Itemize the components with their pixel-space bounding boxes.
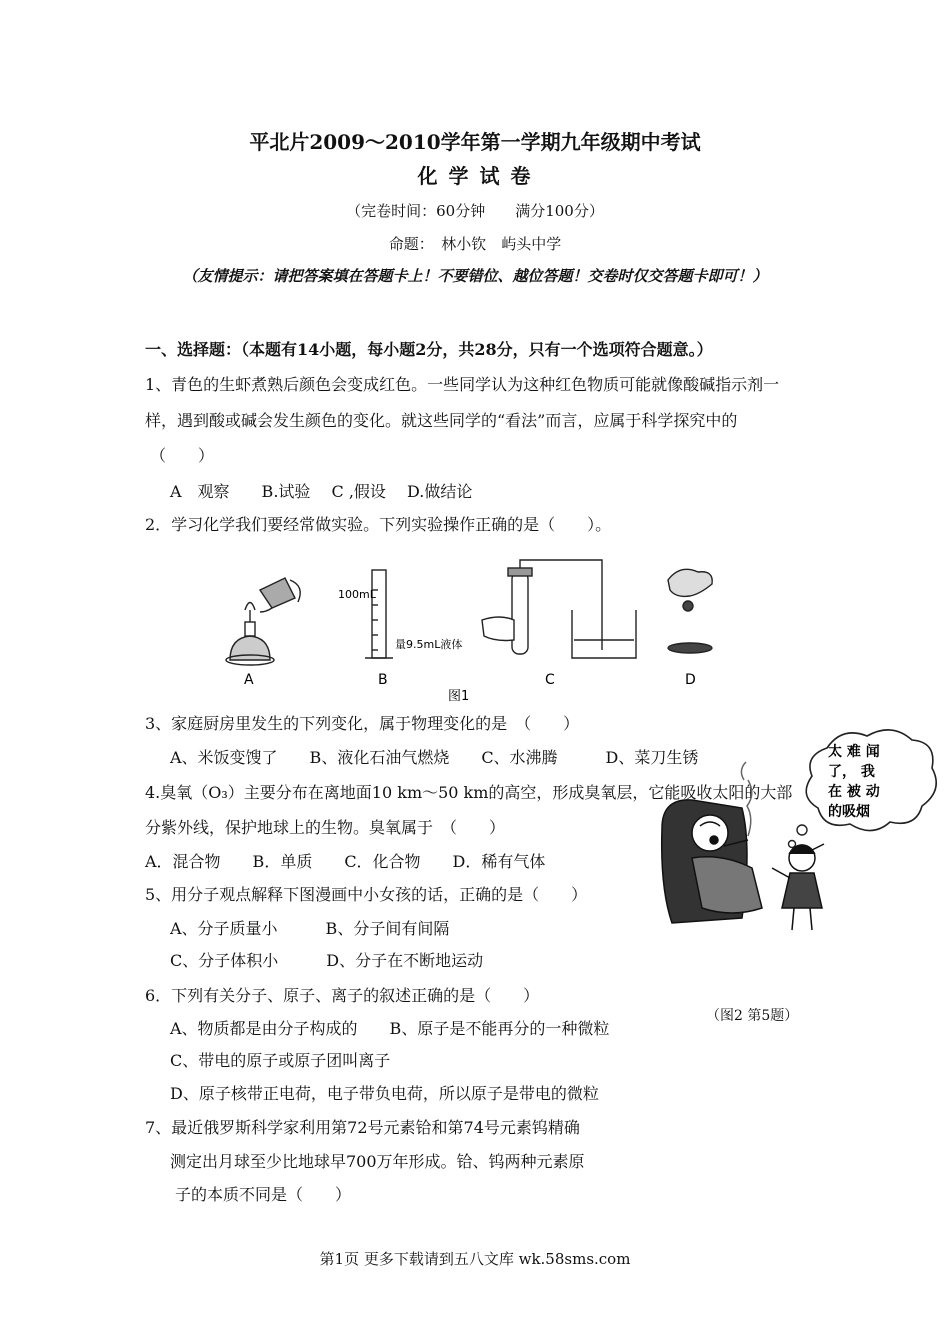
bubble-line-3: 在 被 动 [828, 784, 880, 800]
exam-title: 平北片2009～2010学年第一学期九年级期中考试 [249, 130, 701, 154]
figure-a-alcohol-lamp [226, 578, 300, 665]
q3-line1: 3、家庭厨房里发生的下列变化，属于物理变化的是 （ ） [145, 714, 580, 733]
q7-line3: 子的本质不同是（ ） [175, 1185, 352, 1204]
q6-option-d: D、原子核带正电荷，电子带负电荷，所以原子是带电的微粒 [170, 1084, 599, 1103]
q1-line1: 1、青色的生虾煮熟后颜色会变成红色。一些同学认为这种红色物质可能就像酸碱指示剂一 [145, 375, 780, 394]
q6-line1: 6．下列有关分子、原子、离子的叙述正确的是（ ） [145, 986, 540, 1005]
friendly-tip: （友情提示：请把答案填在答题卡上！不要错位、越位答题！交卷时仅交答题卡即可！） [182, 267, 768, 285]
q1-options: A 观察 B.试验 C ,假设 D.做结论 [170, 482, 473, 501]
page-footer: 第1页 更多下载请到五八文库 wk.58sms.com [319, 1250, 631, 1268]
author-line: 命题： 林小钦 屿头中学 [388, 235, 562, 253]
figure-letter-c: C [545, 672, 555, 688]
q7-line1: 7、最近俄罗斯科学家利用第72号元素铪和第74号元素钨精确 [145, 1118, 580, 1137]
q1-line2: 样，遇到酸或碱会发生颜色的变化。就这些同学的“看法”而言，应属于科学探究中的 [145, 411, 738, 430]
figure-d-solid-powder [668, 569, 712, 653]
q2-line1: 2．学习化学我们要经常做实验。下列实验操作正确的是（ ）。 [145, 515, 612, 534]
cylinder-measure-label: 量9.5mL液体 [395, 638, 463, 651]
figure-letter-a: A [244, 672, 254, 688]
figure-caption: 图1 [448, 689, 470, 704]
smoking-man [662, 762, 762, 923]
section-heading: 一、选择题：（本题有14小题，每小题2分，共28分，只有一个选项符合题意。） [145, 340, 713, 359]
q4-line2: 分紫外线，保护地球上的生物。臭氧属于 （ ） [145, 818, 506, 837]
q5-option-ab: A、分子质量小 B、分子间有间隔 [170, 919, 450, 938]
bubble-line-1: 太 难 闻 [828, 744, 880, 760]
cylinder-capacity-label: 100mL [338, 588, 376, 601]
q4-options: A．混合物 B．单质 C．化合物 D．稀有气体 [145, 852, 546, 871]
figure-c-gas-apparatus [482, 560, 636, 658]
cartoon-caption: （图2 第5题） [706, 1008, 799, 1024]
figure-letter-d: D [685, 672, 696, 688]
q7-line2: 测定出月球至少比地球早700万年形成。铪、钨两种元素原 [170, 1152, 585, 1171]
q6-option-c: C、带电的原子或原子团叫离子 [170, 1051, 391, 1070]
figure-letter-b: B [378, 672, 388, 688]
bubble-line-2: 了， 我 [828, 764, 875, 780]
q6-option-ab: A、物质都是由分子构成的 B、原子是不能再分的一种微粒 [170, 1019, 610, 1038]
exam-subtitle: 化 学 试 卷 [417, 164, 533, 188]
little-girl [772, 844, 824, 930]
q4-line1: 4.臭氧（O₃）主要分布在离地面10 km～50 km的高空，形成臭氧层，它能吸收太阳的大部 [145, 783, 793, 802]
experiment-figure [200, 550, 760, 710]
figure-b-cylinder [365, 570, 393, 658]
q5-option-cd: C、分子体积小 D、分子在不断地运动 [170, 951, 484, 970]
time-info: （完卷时间：60分钟 满分100分） [346, 202, 604, 220]
cartoon-illustration [652, 718, 942, 958]
q1-line3: （ ） [150, 446, 215, 465]
bubble-line-4: 的吸烟 [828, 804, 870, 820]
q5-line1: 5、用分子观点解释下图漫画中小女孩的话，正确的是（ ） [145, 885, 588, 904]
q3-options: A、米饭变馊了 B、液化石油气燃烧 C、水沸腾 D、菜刀生锈 [170, 748, 699, 767]
